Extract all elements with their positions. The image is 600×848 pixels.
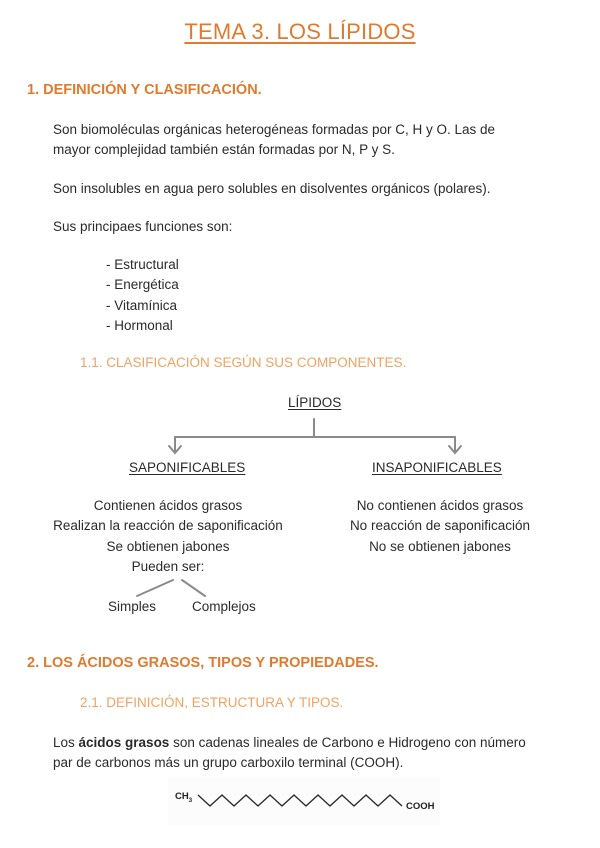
saponificables-trait: Pueden ser: xyxy=(131,559,205,574)
complejos-label: Complejos xyxy=(192,599,256,614)
function-item: - Estructural xyxy=(106,257,179,272)
diagram-root-lipidos: LÍPIDOS xyxy=(288,395,342,410)
saponificables-trait: Contienen ácidos grasos xyxy=(93,498,243,513)
fatty-acid-definition-line-1: Los ácidos grasos son cadenas lineales de Carbono e Hidrogeno con número xyxy=(53,735,526,750)
formula-ch3-label: $CH_3$ xyxy=(175,791,193,804)
diagram-complejos-branch xyxy=(182,580,205,596)
definition-line-2: mayor complejidad también están formadas por N, P y S. xyxy=(53,142,395,157)
solubility-text: Son insolubles en agua pero solubles en disolventes orgánicos (polares). xyxy=(53,181,491,196)
fatty-acid-definition-line-2: par de carbonos más un grupo carboxilo terminal (COOH). xyxy=(53,755,404,770)
insaponificables-label: INSAPONIFICABLES xyxy=(372,460,502,475)
saponificables-trait: Se obtienen jabones xyxy=(106,539,230,554)
insaponificables-trait: No contienen ácidos grasos xyxy=(356,498,524,513)
insaponificables-trait: No se obtienen jabones xyxy=(369,539,511,554)
function-item: - Hormonal xyxy=(106,318,173,333)
insaponificables-trait: No reacción de saponificación xyxy=(349,518,531,533)
saponificables-trait: Realizan la reacción de saponificación xyxy=(53,518,283,533)
subsection-2-1-heading: 2.1. DEFINICIÓN, ESTRUCTURA Y TIPOS. xyxy=(80,695,344,710)
simples-label: Simples xyxy=(108,599,157,614)
formula-cooh-label: COOH xyxy=(406,801,435,812)
function-item: - Energética xyxy=(106,277,179,292)
function-item: - Vitamínica xyxy=(106,298,178,313)
section-1-heading: 1. DEFINICIÓN Y CLASIFICACIÓN. xyxy=(27,82,262,98)
page-title: TEMA 3. LOS LÍPIDOS xyxy=(184,19,416,44)
fatty-acids-term: ácidos grasos xyxy=(78,735,170,750)
saponificables-label: SAPONIFICABLES xyxy=(129,460,246,475)
section-2-heading: 2. LOS ÁCIDOS GRASOS, TIPOS Y PROPIEDADES. xyxy=(27,655,379,671)
functions-intro: Sus principaes funciones son: xyxy=(53,219,233,234)
fatty-acid-formula xyxy=(168,778,440,826)
zigzag-chain xyxy=(168,778,440,826)
diagram-simples-branch xyxy=(137,580,173,596)
definition-line-1: Son biomoléculas orgánicas heterogéneas formadas por C, H y O. Las de xyxy=(53,122,495,137)
subsection-1-1-heading: 1.1. CLASIFICACIÓN SEGÚN SUS COMPONENTES. xyxy=(80,355,407,370)
